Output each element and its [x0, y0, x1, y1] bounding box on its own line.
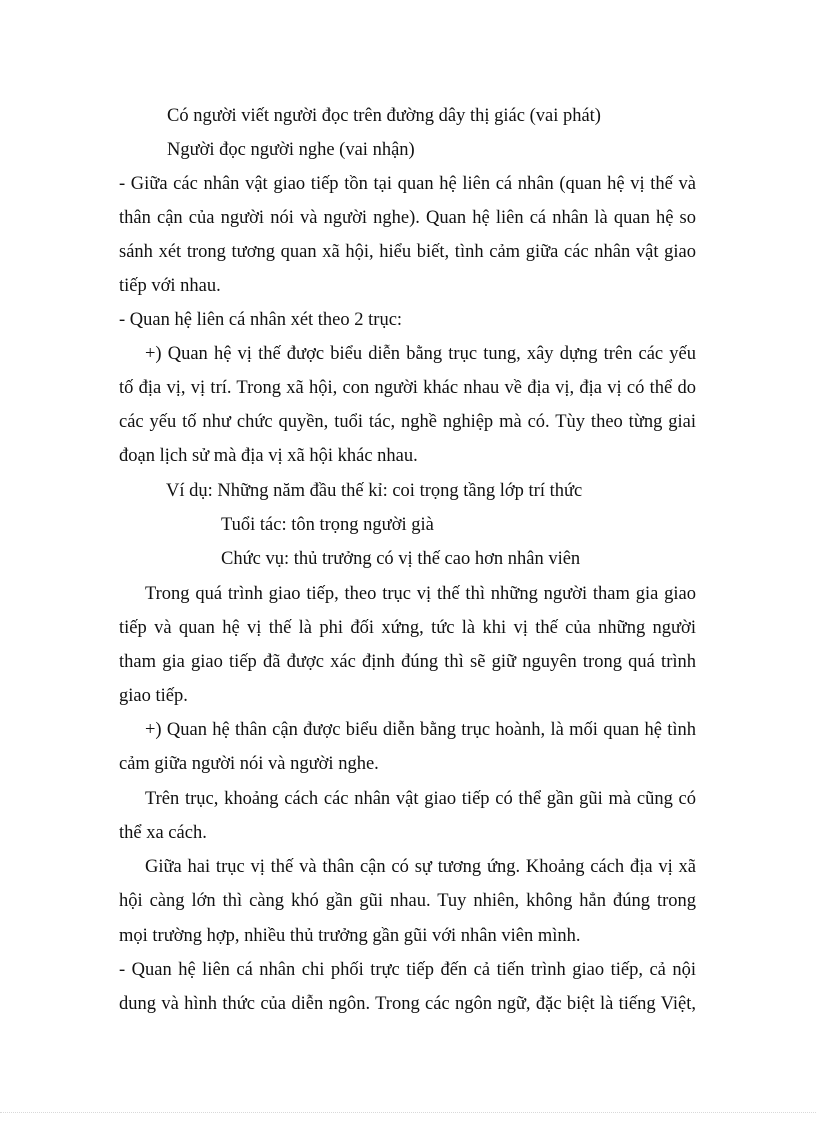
text-line: Người đọc người nghe (vai nhận) [167, 140, 415, 160]
paragraph-line: - Giữa các nhân vật giao tiếp tồn tại quan hệ liên cá nhân (quan hệ vị thế và [119, 174, 696, 194]
paragraph-line: tố địa vị, vị trí. Trong xã hội, con người khác nhau về địa vị, địa vị có thể do [119, 378, 696, 398]
paragraph-line: cảm giữa người nói và người nghe. [119, 754, 379, 774]
paragraph-line: tiếp và quan hệ vị thế là phi đối xứng, tức là khi vị thế của những người [119, 618, 696, 638]
example-line: Ví dụ: Những năm đầu thế kỉ: coi trọng tầng lớp trí thức [166, 481, 583, 501]
paragraph-line: +) Quan hệ vị thế được biểu diễn bằng trục tung, xây dựng trên các yếu [145, 344, 696, 364]
paragraph-line: tiếp với nhau. [119, 276, 221, 296]
paragraph-line: thân cận của người nói và người nghe). Quan hệ liên cá nhân là quan hệ so [119, 208, 696, 228]
paragraph-line: sánh xét trong tương quan xã hội, hiểu biết, tình cảm giữa các nhân vật giao [119, 242, 696, 262]
paragraph-line: tham gia giao tiếp đã được xác định đúng thì sẽ giữ nguyên trong quá trình [119, 652, 696, 672]
example-line: Chức vụ: thủ trưởng có vị thế cao hơn nhân viên [221, 549, 581, 569]
text-line: Có người viết người đọc trên đường dây thị giác (vai phát) [167, 106, 601, 126]
paragraph-line: mọi trường hợp, nhiều thủ trưởng gần gũi với nhân viên mình. [119, 926, 581, 946]
example-line: Tuổi tác: tôn trọng người già [221, 515, 434, 535]
paragraph-line: - Quan hệ liên cá nhân xét theo 2 trục: [119, 310, 403, 330]
paragraph-line: hội càng lớn thì càng khó gần gũi nhau. Tuy nhiên, không hẳn đúng trong [119, 891, 696, 911]
paragraph-line: - Quan hệ liên cá nhân chi phối trực tiếp đến cả tiến trình giao tiếp, cả nội [119, 960, 696, 980]
paragraph-line: +) Quan hệ thân cận được biểu diễn bằng trục hoành, là mối quan hệ tình [145, 720, 696, 740]
paragraph-line: đoạn lịch sử mà địa vị xã hội khác nhau. [119, 446, 418, 466]
page-bottom-divider [0, 1112, 816, 1113]
paragraph-line: dung và hình thức của diễn ngôn. Trong các ngôn ngữ, đặc biệt là tiếng Việt, [119, 994, 696, 1014]
paragraph-line: Trên trục, khoảng cách các nhân vật giao tiếp có thể gần gũi mà cũng có [145, 789, 696, 809]
paragraph-line: giao tiếp. [119, 686, 188, 706]
paragraph-line: Giữa hai trục vị thế và thân cận có sự tương ứng. Khoảng cách địa vị xã [145, 857, 696, 877]
paragraph-line: Trong quá trình giao tiếp, theo trục vị thế thì những người tham gia giao [145, 584, 696, 604]
paragraph-line: các yếu tố như chức quyền, tuổi tác, nghề nghiệp mà có. Tùy theo từng giai [119, 412, 696, 432]
paragraph-line: thể xa cách. [119, 823, 207, 843]
